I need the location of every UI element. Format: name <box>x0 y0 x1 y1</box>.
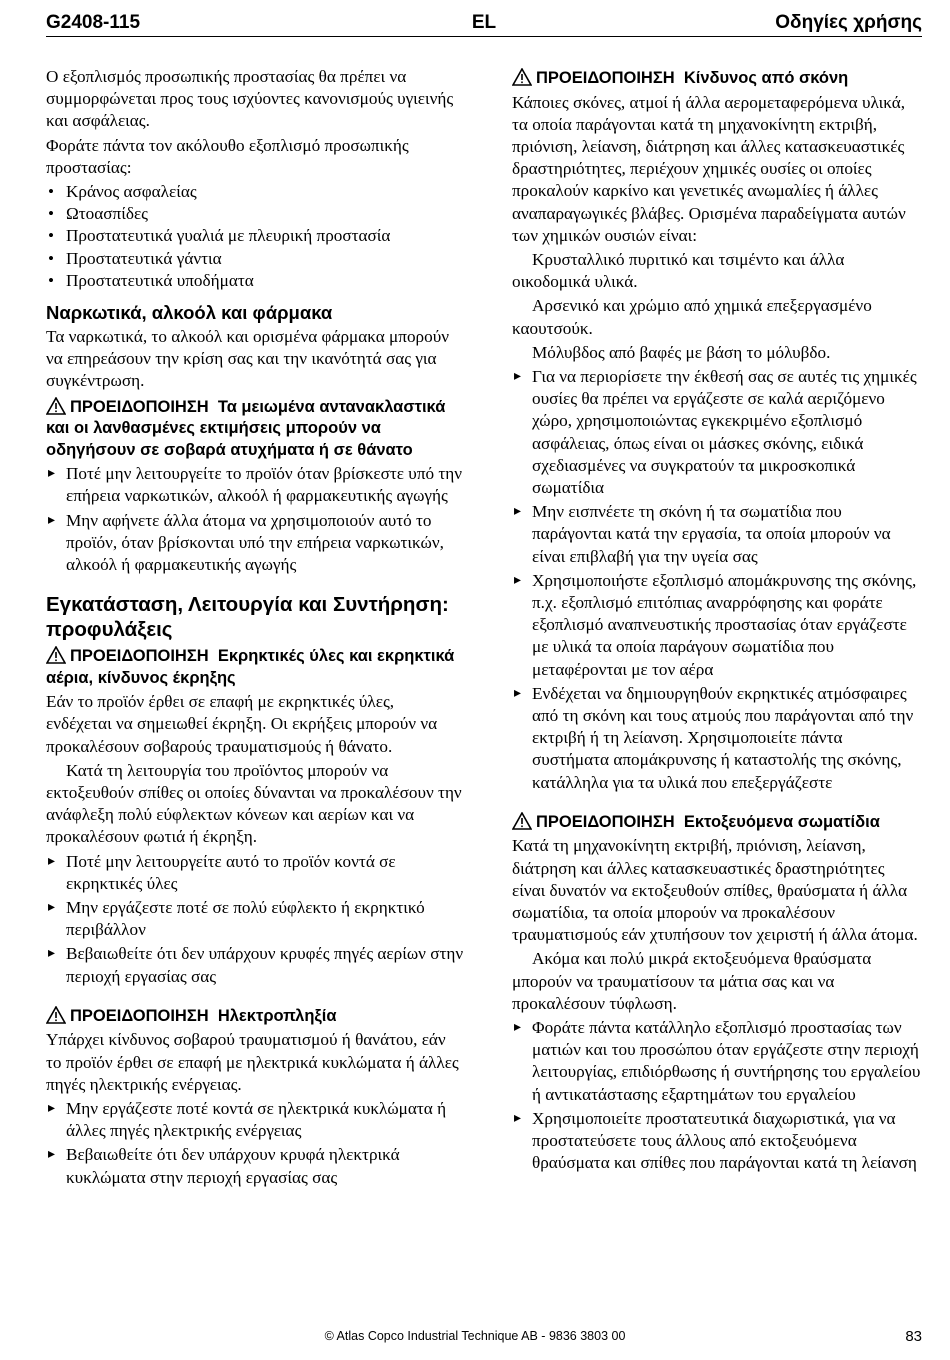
ppe-list <box>46 181 464 292</box>
ppe-instruction: Φοράτε πάντα τον ακόλουθο εξοπλισμό προσωπικής προστασίας: <box>46 135 409 177</box>
warning-triangle-icon <box>46 646 66 664</box>
list-item: ▸ Χρησιμοποιήστε εξοπλισμό απομάκρυνσης της σκόνης, π.χ. εξοπλισμό επιτόπιας αναρρόφησης και φοράτε εξοπλισμό αναπνευστικής προστασίας όταν εργάζεστε με υλικά τα οποία παράγουν σωματίδια που μεταφέρονται με τον αέρα <box>512 570 922 681</box>
dust-example: Αρσενικό και χρώμιο από χημικά επεξεργασμένο καουτσούκ. <box>512 296 872 338</box>
list-item: • Προστατευτικά γάντια <box>46 248 464 270</box>
warning-title: Τα μειωμένα αντανακλαστικά και οι λανθασμένες εκτιμήσεις μπορούν να οδηγήσουν σε σοβαρά ατυχήματα ή σε θάνατο <box>46 397 446 459</box>
warning-triangle-icon <box>512 812 532 830</box>
copyright-text: © Atlas Copco Industrial Technique AB - 9836 3803 00 <box>324 1329 626 1343</box>
right-column <box>512 66 922 1178</box>
list-item: ▸ Μην εργάζεστε ποτέ σε πολύ εύφλεκτο ή εκρηκτικό περιβάλλον <box>46 897 464 941</box>
ppe-intro: Ο εξοπλισμός προσωπικής προστασίας θα πρέπει να συμμορφώνεται προς τους ισχύοντες κανονισμούς υγιεινής και ασφάλειας. <box>46 67 454 131</box>
list-item: ▸ Φοράτε πάντα κατάλληλο εξοπλισμό προστασίας των ματιών και του προσώπου όταν εργάζεστε στην περιοχή λειτουργίας, επιδιόρθωσης ή συντήρησης του εργαλείου ή αντικατάστασης εξαρτημάτων του εργαλείου <box>512 1017 922 1106</box>
warning-projectiles <box>512 812 922 834</box>
list-item: ▸ Χρησιμοποιείτε προστατευτικά διαχωριστικά, για να προστατεύσετε τους άλλους από εκτοξευόμενα θραύσματα και σπίθες που παράγονται κατά τη λείανση <box>512 1108 922 1175</box>
warning-tag: ΠΡΟΕΙΔΟΠΟΙΗΣΗ <box>70 397 209 416</box>
list-item: ▸ Μην εισπνέετε τη σκόνη ή τα σωματίδια που παράγονται κατά την εργασία, τα οποία μπορούν να είναι επιβλαβή για την υγεία σας <box>512 501 922 568</box>
warning-triangle-icon <box>512 68 532 86</box>
language-code: EL <box>471 12 497 33</box>
warning-reflexes <box>46 397 464 462</box>
explosives-paragraph-1: Εάν το προϊόν έρθει σε επαφή με εκρηκτικές ύλες, ενδέχεται να σημειωθεί έκρηξη. Οι εκρήξεις μπορούν να προκαλέσουν σοβαρούς τραυματισμούς ή θάνατο. <box>46 692 438 756</box>
warning-dust <box>512 68 922 90</box>
warning-title: Κίνδυνος από σκόνη <box>683 69 849 87</box>
warning-explosives <box>46 646 464 689</box>
warning-explosives-list <box>46 851 464 988</box>
warning-tag: ΠΡΟΕΙΔΟΠΟΙΗΣΗ <box>70 1006 209 1025</box>
list-item: ▸ Μην αφήνετε άλλα άτομα να χρησιμοποιούν αυτό το προϊόν, όταν βρίσκονται υπό την επήρεια ναρκωτικών, αλκοόλ ή φαρμακευτικής αγωγής <box>46 510 464 577</box>
list-item: ▸ Για να περιορίσετε την έκθεσή σας σε αυτές τις χημικές ουσίες θα πρέπει να εργάζεστε σε καλά αεριζόμενο χώρο, χρησιμοποιώντας εγκεκριμένο εξοπλισμό ασφάλειας, όπως είναι οι μάσκες σκόνης, ειδικά σχεδιασμένες να συγκρατούν τα μικροσκοπικά σωματίδια <box>512 366 922 499</box>
list-item: ▸ Βεβαιωθείτε ότι δεν υπάρχουν κρυφά ηλεκτρικά κυκλώματα στην περιοχή εργασίας σας <box>46 1144 464 1188</box>
warning-dust-list <box>512 366 922 794</box>
list-item: ▸ Ενδέχεται να δημιουργηθούν εκρηκτικές ατμόσφαιρες από τη σκόνη και τους ατμούς που παράγονται από την εκτριβή ή τη λείανση. Χρησιμοποιείτε πάντα συστήματα απομάκρυνσης ή καταστολής της σκόνης, κατάλληλα για τα υλικά που επεξεργάζεστε <box>512 683 922 794</box>
page-number: 83 <box>905 1328 922 1345</box>
projectiles-paragraph-2: Ακόμα και πολύ μικρά εκτοξευόμενα θραύσματα μπορούν να τραυματίσουν τα μάτια σας και να προκαλέσουν τύφλωση. <box>512 949 872 1013</box>
list-item: • Κράνος ασφαλείας <box>46 181 464 203</box>
page-header <box>46 10 922 37</box>
warning-title: Εκρηκτικές ύλες και εκρηκτικά αέρια, κίνδυνος έκρηξης <box>46 647 455 687</box>
list-item: ▸ Μην εργάζεστε ποτέ κοντά σε ηλεκτρικά κυκλώματα ή άλλες πηγές ηλεκτρικής ενέργειας <box>46 1098 464 1142</box>
explosives-paragraph-2: Κατά τη λειτουργία του προϊόντος μπορούν να εκτοξευθούν σπίθες οι οποίες δύνανται να προκαλέσουν την ανάφλεξη πολύ εύφλεκτων κόνεων και αερίων και να προκαλέσουν φωτιά ή έκρηξη. <box>46 760 462 847</box>
list-item: ▸ Ποτέ μην λειτουργείτε το προϊόν όταν βρίσκεστε υπό την επήρεια ναρκωτικών, αλκοόλ ή φαρμακευτικής αγωγής <box>46 463 464 507</box>
dust-paragraph: Κάποιες σκόνες, ατμοί ή άλλα αερομεταφερόμενα υλικά, τα οποία παράγονται κατά τη μηχανοκίνητη εκτριβή, πριόνιση, λείανση, διάτρηση και άλλες κατασκευαστικές δραστηριότητες, περιέχουν χημικές ουσίες οι οποίες προκαλούν καρκίνο και γενετικές ανωμαλίες ή άλλες αναπαραγωγικές βλάβες. Ορισμένα παραδείγματα αυτών των χημικών ουσιών είναι: <box>512 92 906 245</box>
list-item: ▸ Ποτέ μην λειτουργείτε αυτό το προϊόν κοντά σε εκρηκτικές ύλες <box>46 851 464 895</box>
list-item: • Προστατευτικά υποδήματα <box>46 270 464 292</box>
warning-tag: ΠΡΟΕΙΔΟΠΟΙΗΣΗ <box>536 69 675 87</box>
list-item: • Προστατευτικά γυαλιά με πλευρική προστασία <box>46 225 464 247</box>
projectiles-paragraph-1: Κατά τη μηχανοκίνητη εκτριβή, πριόνιση, λείανση, διάτρηση και άλλες κατασκευαστικές δραστηριότητες είναι δυνατόν να εκτοξευθούν σπίθες, θραύσματα ή άλλα σωματίδια, τα οποία μπορούν να προκαλέσουν τραυματισμούς εάν χτυπήσουν τον χειριστή ή άλλα άτομα. <box>512 836 918 945</box>
dust-example: Κρυσταλλικό πυριτικό και τσιμέντο και άλλα οικοδομικά υλικά. <box>512 249 845 292</box>
electric-paragraph: Υπάρχει κίνδυνος σοβαρού τραυματισμού ή θανάτου, εάν το προϊόν έρθει σε επαφή με ηλεκτρικά κυκλώματα ή άλλες πηγές ηλεκτρικής ενέργειας. <box>46 1030 459 1094</box>
warning-triangle-icon <box>46 397 66 415</box>
drugs-paragraph: Τα ναρκωτικά, το αλκοόλ και ορισμένα φάρμακα μπορούν να επηρεάσουν την κρίση σας και την ικανότητά σας για συγκέντρωση. <box>46 327 449 391</box>
dust-example: Μόλυβδος από βαφές με βάση το μόλυβδο. <box>532 342 831 362</box>
warning-tag: ΠΡΟΕΙΔΟΠΟΙΗΣΗ <box>70 647 209 666</box>
left-column <box>46 66 464 1193</box>
warning-tag: ΠΡΟΕΙΔΟΠΟΙΗΣΗ <box>536 812 675 831</box>
warning-title: Εκτοξευόμενα σωματίδια <box>683 812 880 831</box>
list-item: • Ωτοασπίδες <box>46 203 464 225</box>
warning-reflexes-list <box>46 463 464 576</box>
list-item: ▸ Βεβαιωθείτε ότι δεν υπάρχουν κρυφές πηγές αερίων στην περιοχή εργασίας σας <box>46 943 464 987</box>
section-title: Οδηγίες χρήσης <box>775 12 922 33</box>
doc-code: G2408-115 <box>46 12 141 33</box>
heading-installation: Εγκατάσταση, Λειτουργία και Συντήρηση: προφυλάξεις <box>46 593 449 642</box>
warning-triangle-icon <box>46 1006 66 1024</box>
warning-electric <box>46 1006 464 1028</box>
heading-drugs: Ναρκωτικά, αλκοόλ και φάρμακα <box>46 302 333 324</box>
warning-electric-list <box>46 1098 464 1189</box>
warning-projectiles-list <box>512 1017 922 1174</box>
warning-title: Ηλεκτροπληξία <box>217 1006 337 1025</box>
